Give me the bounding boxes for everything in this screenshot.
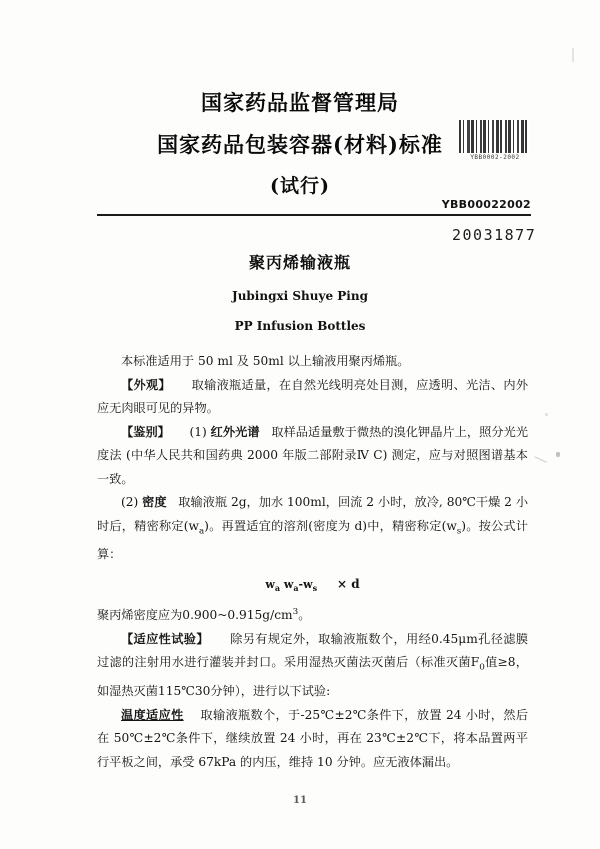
paragraph-density: [97, 491, 528, 567]
density-result-end: 。: [298, 608, 311, 623]
scan-artifact-streak: [572, 48, 574, 62]
barcode-block: [459, 120, 531, 161]
formula-denominator-base-1: w: [283, 577, 294, 591]
adaptability-text-part1: 除另有规定外，取输液瓶数个，用经0.45μm孔径滤膜过滤的注射用水进行灌装并封口。采用湿热灭菌法灭菌后（标准灭菌F: [97, 631, 529, 670]
barcode-caption: YBB0002-2002: [470, 154, 520, 161]
product-title-pinyin: Jubingxi Shuye Ping: [232, 289, 368, 303]
density-result-superscript: 3: [292, 607, 299, 618]
masthead-line-trial: (试行): [270, 175, 330, 197]
product-title-block: [0, 250, 600, 333]
page-number: 11: [293, 795, 307, 806]
density-subterm: 密度: [142, 495, 167, 509]
temperature-text: 取输液瓶数个，于-25℃±2℃条件下，放置 24 小时，然后在 50℃±2℃条件下，继续放置 24 小时，再在 23℃±2℃下，将本品置两平行平板之间，承受 67kPa 的内压，维持 10 分钟。应无液体漏出。: [97, 707, 529, 769]
product-title-cn: 聚丙烯输液瓶: [248, 253, 351, 272]
masthead-line-standard: 国家药品包装容器(材料)标准: [157, 132, 443, 157]
masthead-line-agency: 国家药品监督管理局: [201, 90, 399, 115]
density-subscript-s: s: [456, 525, 462, 536]
identification-label: (1): [189, 424, 207, 439]
barcode-icon: [459, 120, 529, 153]
paragraph-adaptability: [97, 628, 528, 704]
formula-denominator: [283, 576, 318, 594]
density-subscript-a: a: [198, 525, 205, 536]
appearance-term: 【外观】: [121, 377, 171, 392]
adaptability-subscript: 0: [479, 662, 485, 673]
header-divider: [97, 214, 531, 216]
document-body: [97, 350, 528, 774]
formula-numerator-sub: a: [274, 583, 281, 594]
formula-fraction: [265, 573, 317, 597]
paragraph-temperature: [97, 704, 528, 775]
temperature-subterm: 温度适应性: [121, 707, 184, 722]
adaptability-term: 【适应性试验】: [121, 631, 209, 646]
formula-numerator: [265, 578, 280, 593]
scan-artifact-speck: [556, 452, 560, 457]
paragraph-density-result: [97, 601, 528, 628]
adaptability-text-part2: 值≥8，如湿热灭菌115℃30分钟），进行以下试验:: [97, 655, 528, 699]
formula-denominator-sub-1: a: [293, 583, 299, 594]
paragraph-scope: 本标准适用于 50 ml 及 50ml 以上输液用聚丙烯瓶。: [121, 354, 410, 368]
identification-text: 取样品适量敷于微热的溴化钾晶片上，照分光光度法 (中华人民共和国药典 2000 年版二部附录Ⅳ C) 测定，应与对照图谱基本一致。: [97, 424, 529, 486]
standard-code: YBB00022002: [441, 198, 531, 211]
paragraph-appearance: [97, 374, 528, 421]
density-text-part1: 取输液瓶 2g，加水 100ml，回流 2 小时，放冷, 80℃干燥 2 小时后，精密称定(w: [97, 495, 529, 533]
product-title-en: PP Infusion Bottles: [234, 319, 366, 333]
scan-artifact-dot: [545, 413, 548, 416]
identification-term: 【鉴别】: [121, 424, 170, 439]
density-label: (2): [121, 495, 139, 509]
appearance-text: 取输液瓶适量，在自然光线明亮处目测，应透明、光洁、内外应无肉眼可见的异物。: [97, 377, 529, 415]
formula-denominator-base-2: w: [303, 577, 313, 591]
formula-denominator-operator: -: [298, 577, 304, 591]
density-formula: [97, 573, 528, 597]
density-text-part3: )。按公式计算：: [97, 518, 528, 562]
paragraph-identification: [97, 421, 528, 492]
identification-subterm: 红外光谱: [210, 424, 260, 439]
formula-denominator-sub-2: s: [312, 583, 318, 594]
serial-stamp: 20031877: [452, 226, 537, 244]
density-result-text: 聚丙烯密度应为0.900~0.915g/cm: [97, 608, 293, 623]
formula-numerator-base: w: [265, 577, 275, 591]
density-text-part2: )。再置适宜的溶剂(密度为 d)中，精密称定(w: [204, 518, 457, 533]
scan-artifact-mark: [534, 456, 546, 463]
formula-multiplier: × d: [337, 577, 360, 592]
